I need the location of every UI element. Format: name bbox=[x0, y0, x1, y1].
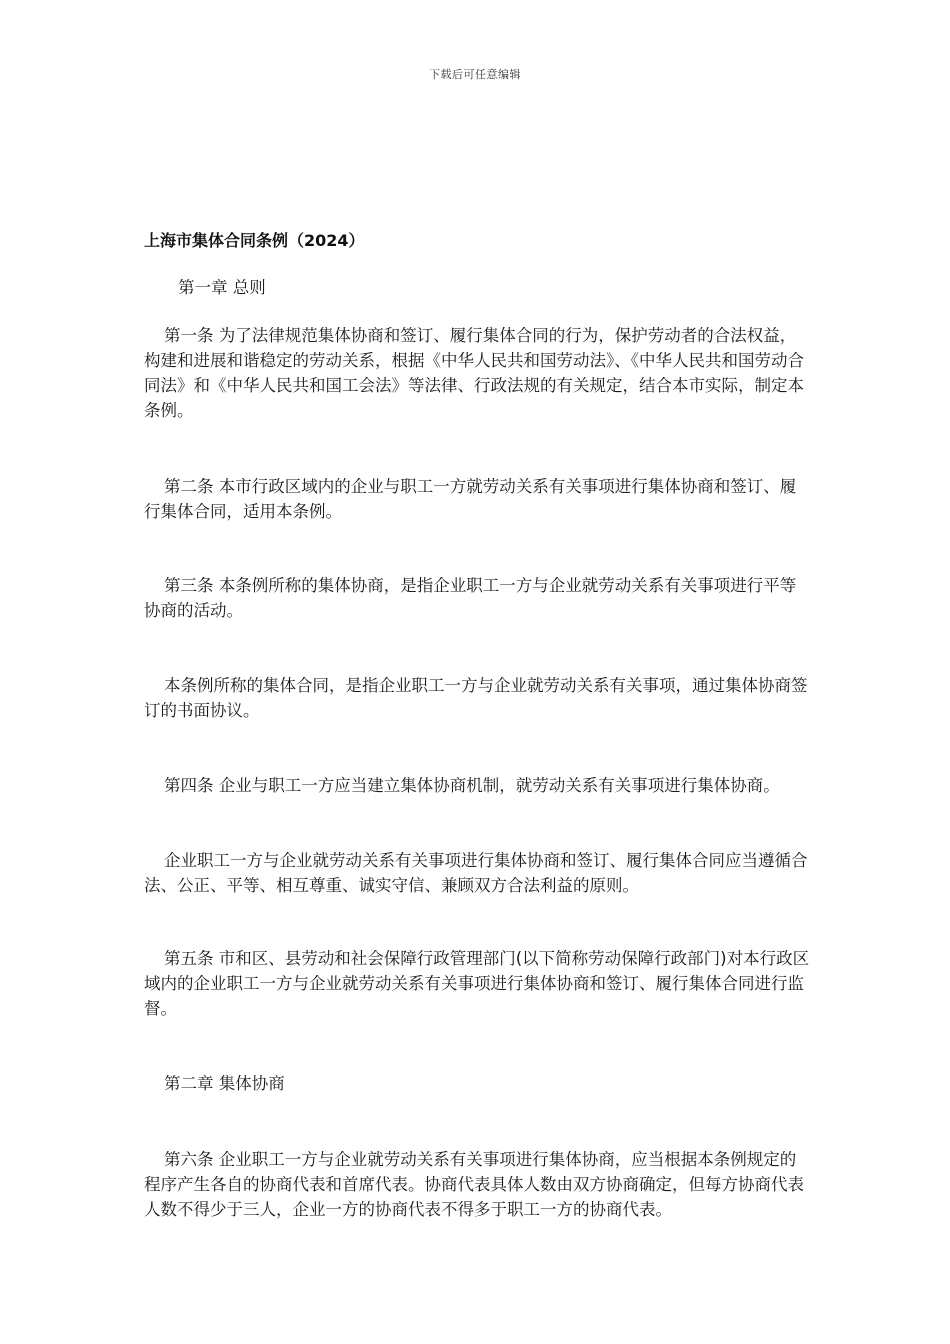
article-4-paragraph: 第四条 企业与职工一方应当建立集体协商机制，就劳动关系有关事项进行集体协商。 bbox=[164, 776, 780, 795]
chapter-2-heading: 第二章 集体协商 bbox=[164, 1074, 285, 1093]
document-title: 上海市集体合同条例（2024） bbox=[144, 231, 365, 250]
article-3-paragraph: 第三条 本条例所称的集体协商，是指企业职工一方与企业就劳动关系有关事项进行平等协商的活动。 bbox=[144, 576, 797, 620]
download-note: 下载后可任意编辑 bbox=[429, 68, 521, 81]
article-4-clause-2-paragraph: 企业职工一方与企业就劳动关系有关事项进行集体协商和签订、履行集体合同应当遵循合法、公正、平等、相互尊重、诚实守信、兼顾双方合法利益的原则。 bbox=[144, 851, 808, 895]
article-5-paragraph: 第五条 市和区、县劳动和社会保障行政管理部门(以下简称劳动保障行政部门)对本行政区域内的企业职工一方与企业就劳动关系有关事项进行集体协商和签订、履行集体合同进行监督。 bbox=[144, 949, 810, 1018]
article-2-paragraph: 第二条 本市行政区域内的企业与职工一方就劳动关系有关事项进行集体协商和签订、履行集体合同，适用本条例。 bbox=[144, 477, 797, 521]
article-1-paragraph: 第一条 为了法律规范集体协商和签订、履行集体合同的行为，保护劳动者的合法权益，构建和进展和谐稳定的劳动关系，根据《中华人民共和国劳动法》、《中华人民共和国劳动合同法》和《中华人民共和国工会法》等法律、行政法规的有关规定，结合本市实际，制定本条例。 bbox=[144, 326, 804, 420]
article-6-paragraph: 第六条 企业职工一方与企业就劳动关系有关事项进行集体协商，应当根据本条例规定的程序产生各自的协商代表和首席代表。协商代表具体人数由双方协商确定，但每方协商代表人数不得少于三人，企业一方的协商代表不得多于职工一方的协商代表。 bbox=[144, 1150, 804, 1219]
article-3-clause-2-paragraph: 本条例所称的集体合同，是指企业职工一方与企业就劳动关系有关事项，通过集体协商签订的书面协议。 bbox=[144, 676, 808, 720]
chapter-1-heading: 第一章 总则 bbox=[178, 278, 266, 297]
